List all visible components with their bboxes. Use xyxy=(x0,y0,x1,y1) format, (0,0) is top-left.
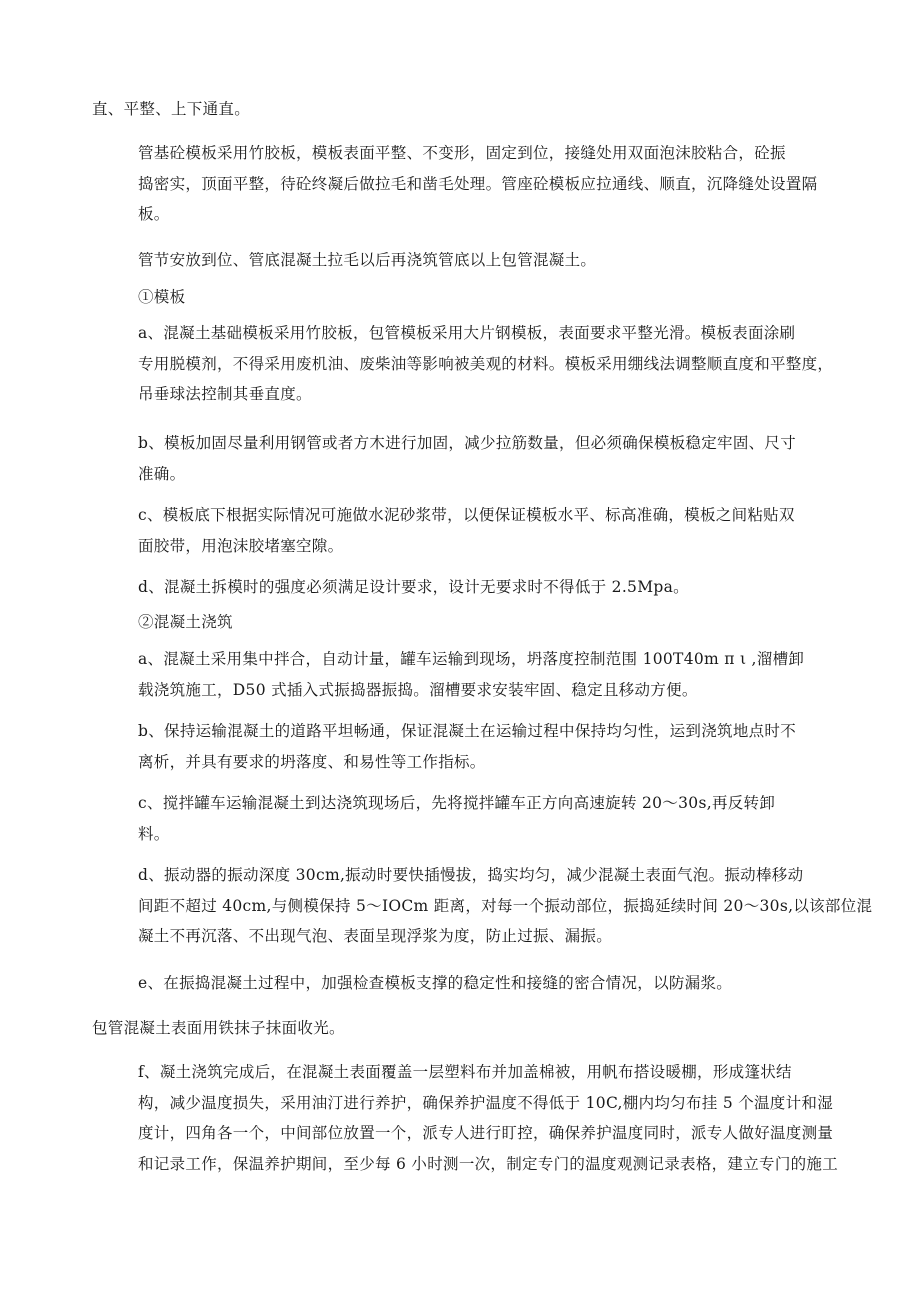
text-line: b、模板加固尽量利用钢管或者方木进行加固，减少拉筋数量，但必须确保模板稳定牢固、尺寸 xyxy=(138,434,797,452)
paragraph-pouring-e xyxy=(92,968,850,999)
text-line: c、搅拌罐车运输混凝土到达浇筑现场后，先将搅拌罐车正方向高速旋转 20～30s,再反转卸 xyxy=(138,794,776,812)
paragraph-formwork-b xyxy=(92,428,850,489)
text-line: b、保持运输混凝土的道路平坦畅通，保证混凝土在运输过程中保持均匀性，运到浇筑地点时不 xyxy=(138,722,797,740)
paragraph-formwork-c xyxy=(92,500,850,561)
section-heading-concrete-pouring xyxy=(92,607,850,638)
text-line: 管基砼模板采用竹胶板，模板表面平整、不变形，固定到位，接缝处用双面泡沫胶粘合，砼振 xyxy=(138,144,786,162)
text-line: 管节安放到位、管底混凝土拉毛以后再浇筑管底以上包管混凝土。 xyxy=(138,251,597,269)
section-heading-formwork xyxy=(92,282,850,313)
text-line: ②混凝土浇筑 xyxy=(138,613,233,631)
text-line: 准确。 xyxy=(138,464,186,483)
text-line: c、模板底下根据实际情况可施做水泥砂浆带，以便保证模板水平、标高准确，模板之间粘贴双 xyxy=(138,506,795,524)
text-line: 构，减少温度损失，采用油汀进行养护，确保养护温度不得低于 10C,棚内均匀布挂 5 个温度计和湿 xyxy=(138,1093,834,1112)
text-line: 吊垂球法控制其垂直度。 xyxy=(138,385,312,403)
paragraph-pouring-a xyxy=(92,644,850,705)
paragraph-pouring-b xyxy=(92,716,850,777)
text-line: ①模板 xyxy=(138,288,186,306)
paragraph-formwork-d xyxy=(92,572,850,603)
text-line: 捣密实，顶面平整，待砼终凝后做拉毛和凿毛处理。管座砼模板应拉通线、顺直，沉降缝处设置隔 xyxy=(138,174,818,193)
text-line: 面胶带，用泡沫胶堵塞空隙。 xyxy=(138,536,344,555)
text-line: a、混凝土采用集中拌合，自动计量，罐车运输到现场，坍落度控制范围 100T40m π ι ,溜槽卸 xyxy=(138,650,805,668)
text-line: 度计，四角各一个，中间部位放置一个，派专人进行盯控，确保养护温度同时，派专人做好温度测量 xyxy=(138,1124,834,1142)
paragraph-pipe-placement xyxy=(92,245,850,276)
text-line: e、在振捣混凝土过程中，加强检查模板支撑的稳定性和接缝的密合情况，以防漏浆。 xyxy=(138,974,733,992)
text-line: d、混凝土拆模时的强度必须满足设计要求，设计无要求时不得低于 2.5Mpa。 xyxy=(138,578,689,596)
text-line: d、振动器的振动深度 30cm,振动时要快插慢拔，捣实均匀，减少混凝土表面气泡。振动棒移动 xyxy=(138,866,804,884)
paragraph-continuation xyxy=(92,94,850,125)
text-line: f、凝土浇筑完成后，在混凝土表面覆盖一层塑料布并加盖棉被，用帆布搭设暖棚，形成篷状结 xyxy=(138,1063,792,1081)
paragraph-formwork-a xyxy=(92,318,850,410)
text-line: 载浇筑施工，D50 式插入式振捣器振捣。溜槽要求安装牢固、稳定且移动方便。 xyxy=(138,680,698,699)
text-line: 间距不超过 40cm,与侧模保持 5～IOCm 距离，对每一个振动部位，振捣延续时间 20～30s,以该部位混 xyxy=(138,896,873,915)
text-line: 料。 xyxy=(138,824,170,843)
text-line: 和记录工作，保温养护期间，至少每 6 小时测一次，制定专门的温度观测记录表格，建立专门的施工 xyxy=(138,1154,839,1173)
paragraph-pouring-f xyxy=(92,1057,850,1179)
text-line: 板。 xyxy=(138,205,170,223)
text-line: 专用脱模剂，不得采用废机油、废柴油等影响被美观的材料。模板采用绷线法调整顺直度和平整度， xyxy=(138,354,834,373)
paragraph-pouring-d xyxy=(92,860,873,952)
text-line: 凝土不再沉落、不出现气泡、表面呈现浮浆为度，防止过振、漏振。 xyxy=(138,927,613,945)
text-line: 直、平整、上下通直。 xyxy=(92,100,251,118)
paragraph-pipe-base-formwork xyxy=(92,138,850,230)
paragraph-pouring-c xyxy=(92,788,850,849)
paragraph-surface-finish xyxy=(92,1013,850,1044)
text-line: a、混凝土基础模板采用竹胶板，包管模板采用大片钢模板，表面要求平整光滑。模板表面涂刷 xyxy=(138,324,796,342)
text-line: 离析，并具有要求的坍落度、和易性等工作指标。 xyxy=(138,752,486,771)
text-line: 包管混凝土表面用铁抹子抹面收光。 xyxy=(92,1019,345,1037)
